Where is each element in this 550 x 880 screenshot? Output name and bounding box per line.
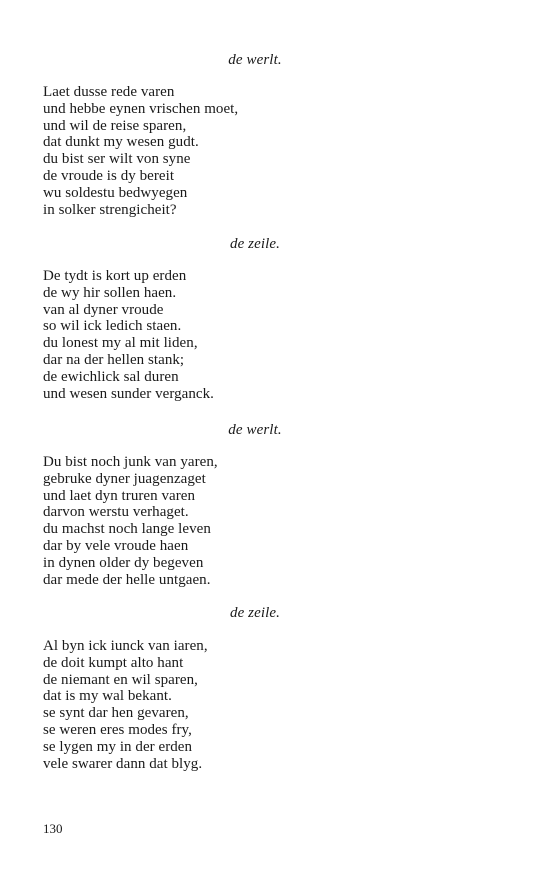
verse-line: Du bist noch junk van yaren, (43, 454, 218, 470)
verse-line: dar na der hellen stank; (43, 351, 185, 368)
verse-line: du bist ser wilt von syne (43, 151, 191, 168)
verse-line: Al byn ick iunck van iaren, (43, 638, 208, 654)
verse-line: dat is my wal bekant. (43, 688, 172, 705)
verse-line: gebruke dyner juagenzaget (43, 470, 206, 487)
verse-line: dat dunkt my wesen gudt. (43, 134, 199, 151)
verse-line: und laet dyn truren varen (43, 487, 196, 504)
verse-line: darvon werstu verhaget. (43, 504, 189, 521)
verse-line: du lonest my al mit liden, (43, 335, 198, 352)
verse-line: dar by vele vroude haen (43, 537, 189, 554)
verse-line: und hebbe eynen vrischen moet, (43, 100, 239, 117)
stanza-2 (43, 268, 214, 402)
verse-line: de doit kumpt alto hant (43, 654, 184, 671)
verse-line: in solker strengicheit? (43, 201, 177, 218)
verse-line: se weren eres modes fry, (43, 721, 192, 738)
stanza-1 (43, 84, 238, 218)
stanza-4 (43, 638, 208, 772)
verse-line: de vroude is dy bereit (43, 167, 175, 184)
verse-line: de wy hir sollen haen. (43, 284, 177, 301)
verse-line: se synt dar hen gevaren, (43, 705, 189, 722)
verse-line: so wil ick ledich staen. (43, 318, 182, 335)
verse-line: De tydt is kort up erden (43, 268, 187, 284)
verse-line: se lygen my in der erden (43, 738, 193, 755)
verse-line: und wesen sunder verganck. (43, 385, 214, 402)
verse-line: de ewichlick sal duren (43, 368, 179, 385)
speaker-heading-1: de werlt. (228, 52, 282, 68)
verse-line: vele swarer dann dat blyg. (43, 755, 203, 772)
verse-line: wu soldestu bedwyegen (43, 184, 188, 201)
verse-line: van al dyner vroude (43, 301, 164, 318)
page-number: 130 (43, 821, 63, 836)
verse-line: dar mede der helle untgaen. (43, 571, 211, 588)
verse-line: in dynen older dy begeven (43, 554, 204, 571)
verse-line: de niemant en wil sparen, (43, 671, 198, 688)
speaker-heading-2: de zeile. (229, 236, 281, 252)
verse-line: Laet dusse rede varen (43, 84, 175, 100)
verse-line: und wil de reise sparen, (43, 117, 187, 134)
stanza-3 (43, 454, 218, 588)
speaker-heading-3: de werlt. (228, 422, 282, 438)
verse-line: du machst noch lange leven (43, 521, 211, 538)
speaker-heading-4: de zeile. (229, 605, 281, 621)
